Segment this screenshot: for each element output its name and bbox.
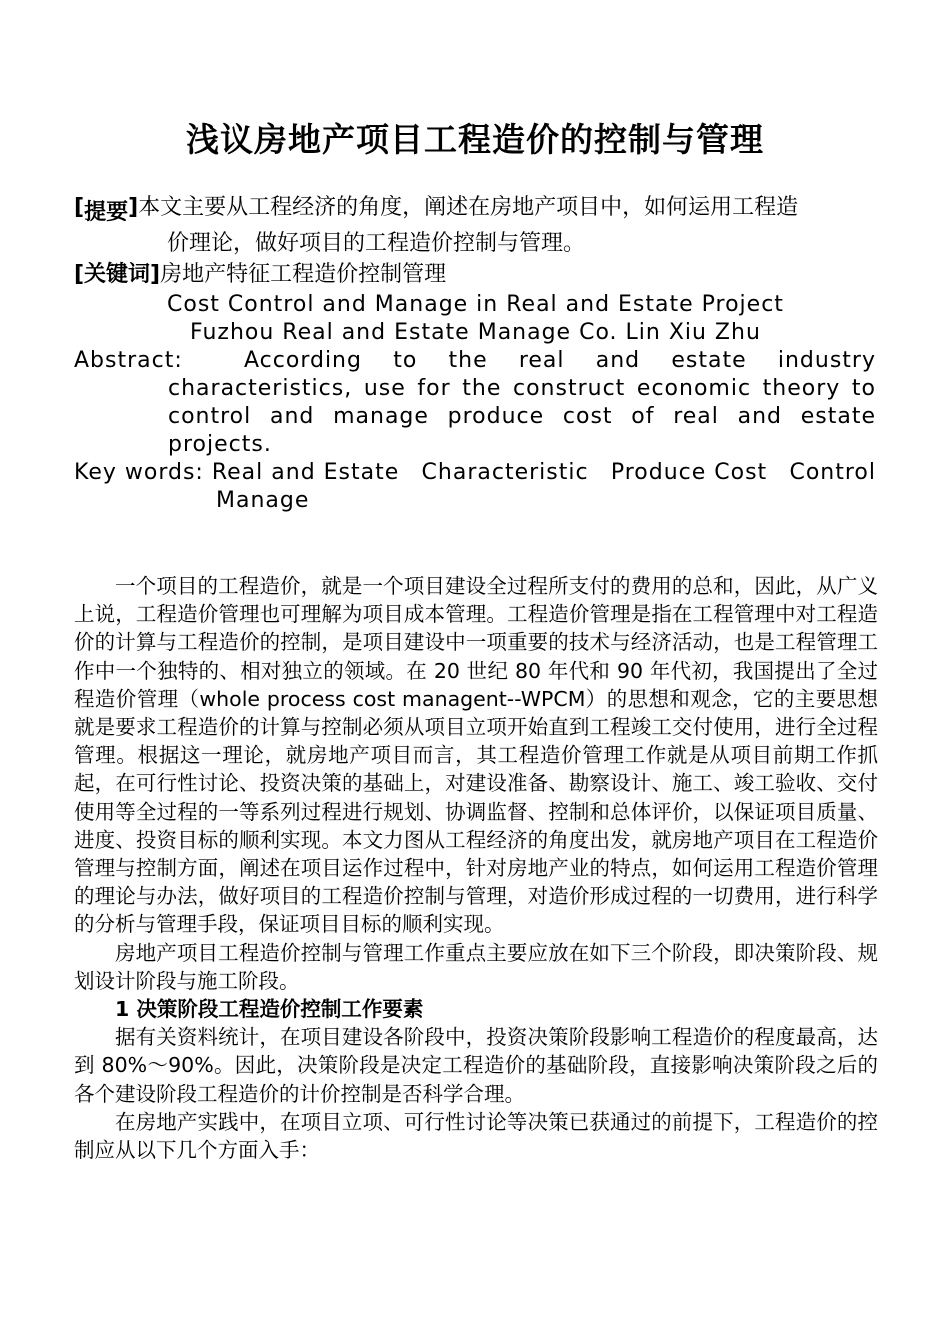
abstract-tag-close: ] <box>128 195 139 220</box>
keywords-cn <box>74 258 876 292</box>
english-keyword: Characteristic <box>421 460 589 485</box>
english-abstract-line4: projects. <box>168 432 272 457</box>
keywords-text: 房地产特征工程造价控制管理 <box>160 262 447 287</box>
body-paragraph: 据有关资料统计，在项目建设各阶段中，投资决策阶段影响工程造价的程度最高，达到 80%～90%。因此，决策阶段是决定工程造价的基础阶段，直接影响决策阶段之后的各个建设阶段工程造价的计价控制是否科学合理。 <box>74 1025 878 1106</box>
english-abstract-line3: control and manage produce cost of real and estate <box>168 404 876 429</box>
english-keyword-cont: Manage <box>216 488 310 513</box>
english-keyword: Real and Estate <box>211 460 400 485</box>
abstract-text-line1: 本文主要从工程经济的角度，阐述在房地产项目中，如何运用工程造 <box>138 195 799 220</box>
body-paragraph: 一个项目的工程造价，就是一个项目建设全过程所支付的费用的总和，因此，从广义上说，工程造价管理也可理解为项目成本管理。工程造价管理是指在工程管理中对工程造价的计算与工程造价的控制，是项目建设中一项重要的技术与经济活动，也是工程管理工作中一个独特的、相对独立的领域。在 20 世纪 80 年代和 90 年代初，我国提出了全过程造价管理（whole process cost managent--WPCM）的思想和观念，它的主要思想就是要求工程造价的计算与控制必须从项目立项开始直到工程竣工交付使用，进行全过程管理。根据这一理论，就房地产项目而言，其工程造价管理工作就是从项目前期工作抓起，在可行性讨论、投资决策的基础上，对建设准备、勘察设计、施工、竣工验收、交付使用等全过程的一等系列过程进行规划、协调监督、控制和总体评价，以保证项目质量、进度、投资目标的顺利实现。本文力图从工程经济的角度出发，就房地产项目在工程造价管理与控制方面，阐述在项目运作过程中，针对房地产业的特点，如何运用工程造价管理的理论与办法，做好项目的工程造价控制与管理，对造价形成过程的一切费用，进行科学的分析与管理手段，保证项目目标的顺利实现。 <box>74 574 878 937</box>
english-keywords-label: Key words: <box>74 460 204 485</box>
english-title: Cost Control and Manage in Real and Estate Project <box>167 292 784 317</box>
english-keyword: Control <box>789 460 876 485</box>
english-abstract-line2: characteristics, use for the construct economic theory to <box>168 376 876 401</box>
keywords-tag: [关键词] <box>74 262 161 287</box>
abstract-text-line2: 价理论，做好项目的工程造价控制与管理。 <box>167 231 586 256</box>
section-heading: 1 决策阶段工程造价控制工作要素 <box>115 997 424 1022</box>
abstract-cn <box>74 191 876 230</box>
english-keyword: Produce Cost <box>610 460 768 485</box>
abstract-tag-word: 提要 <box>84 200 129 225</box>
abstract-tag-open: [ <box>74 195 85 220</box>
english-keywords <box>74 459 876 487</box>
body-text <box>74 572 878 1164</box>
english-author: Fuzhou Real and Estate Manage Co. Lin Xiu Zhu <box>190 320 761 345</box>
document-title: 浅议房地产项目工程造价的控制与管理 <box>186 120 764 159</box>
body-paragraph: 房地产项目工程造价控制与管理工作重点主要应放在如下三个阶段，即决策阶段、规划设计阶段与施工阶段。 <box>74 940 878 993</box>
english-abstract-label: Abstract: <box>74 348 183 373</box>
english-abstract-line1: According to the real and estate industry <box>244 348 876 373</box>
body-paragraph: 在房地产实践中，在项目立项、可行性讨论等决策已获通过的前提下，工程造价的控制应从以下几个方面入手： <box>74 1109 878 1163</box>
abstract-tag <box>74 195 139 225</box>
